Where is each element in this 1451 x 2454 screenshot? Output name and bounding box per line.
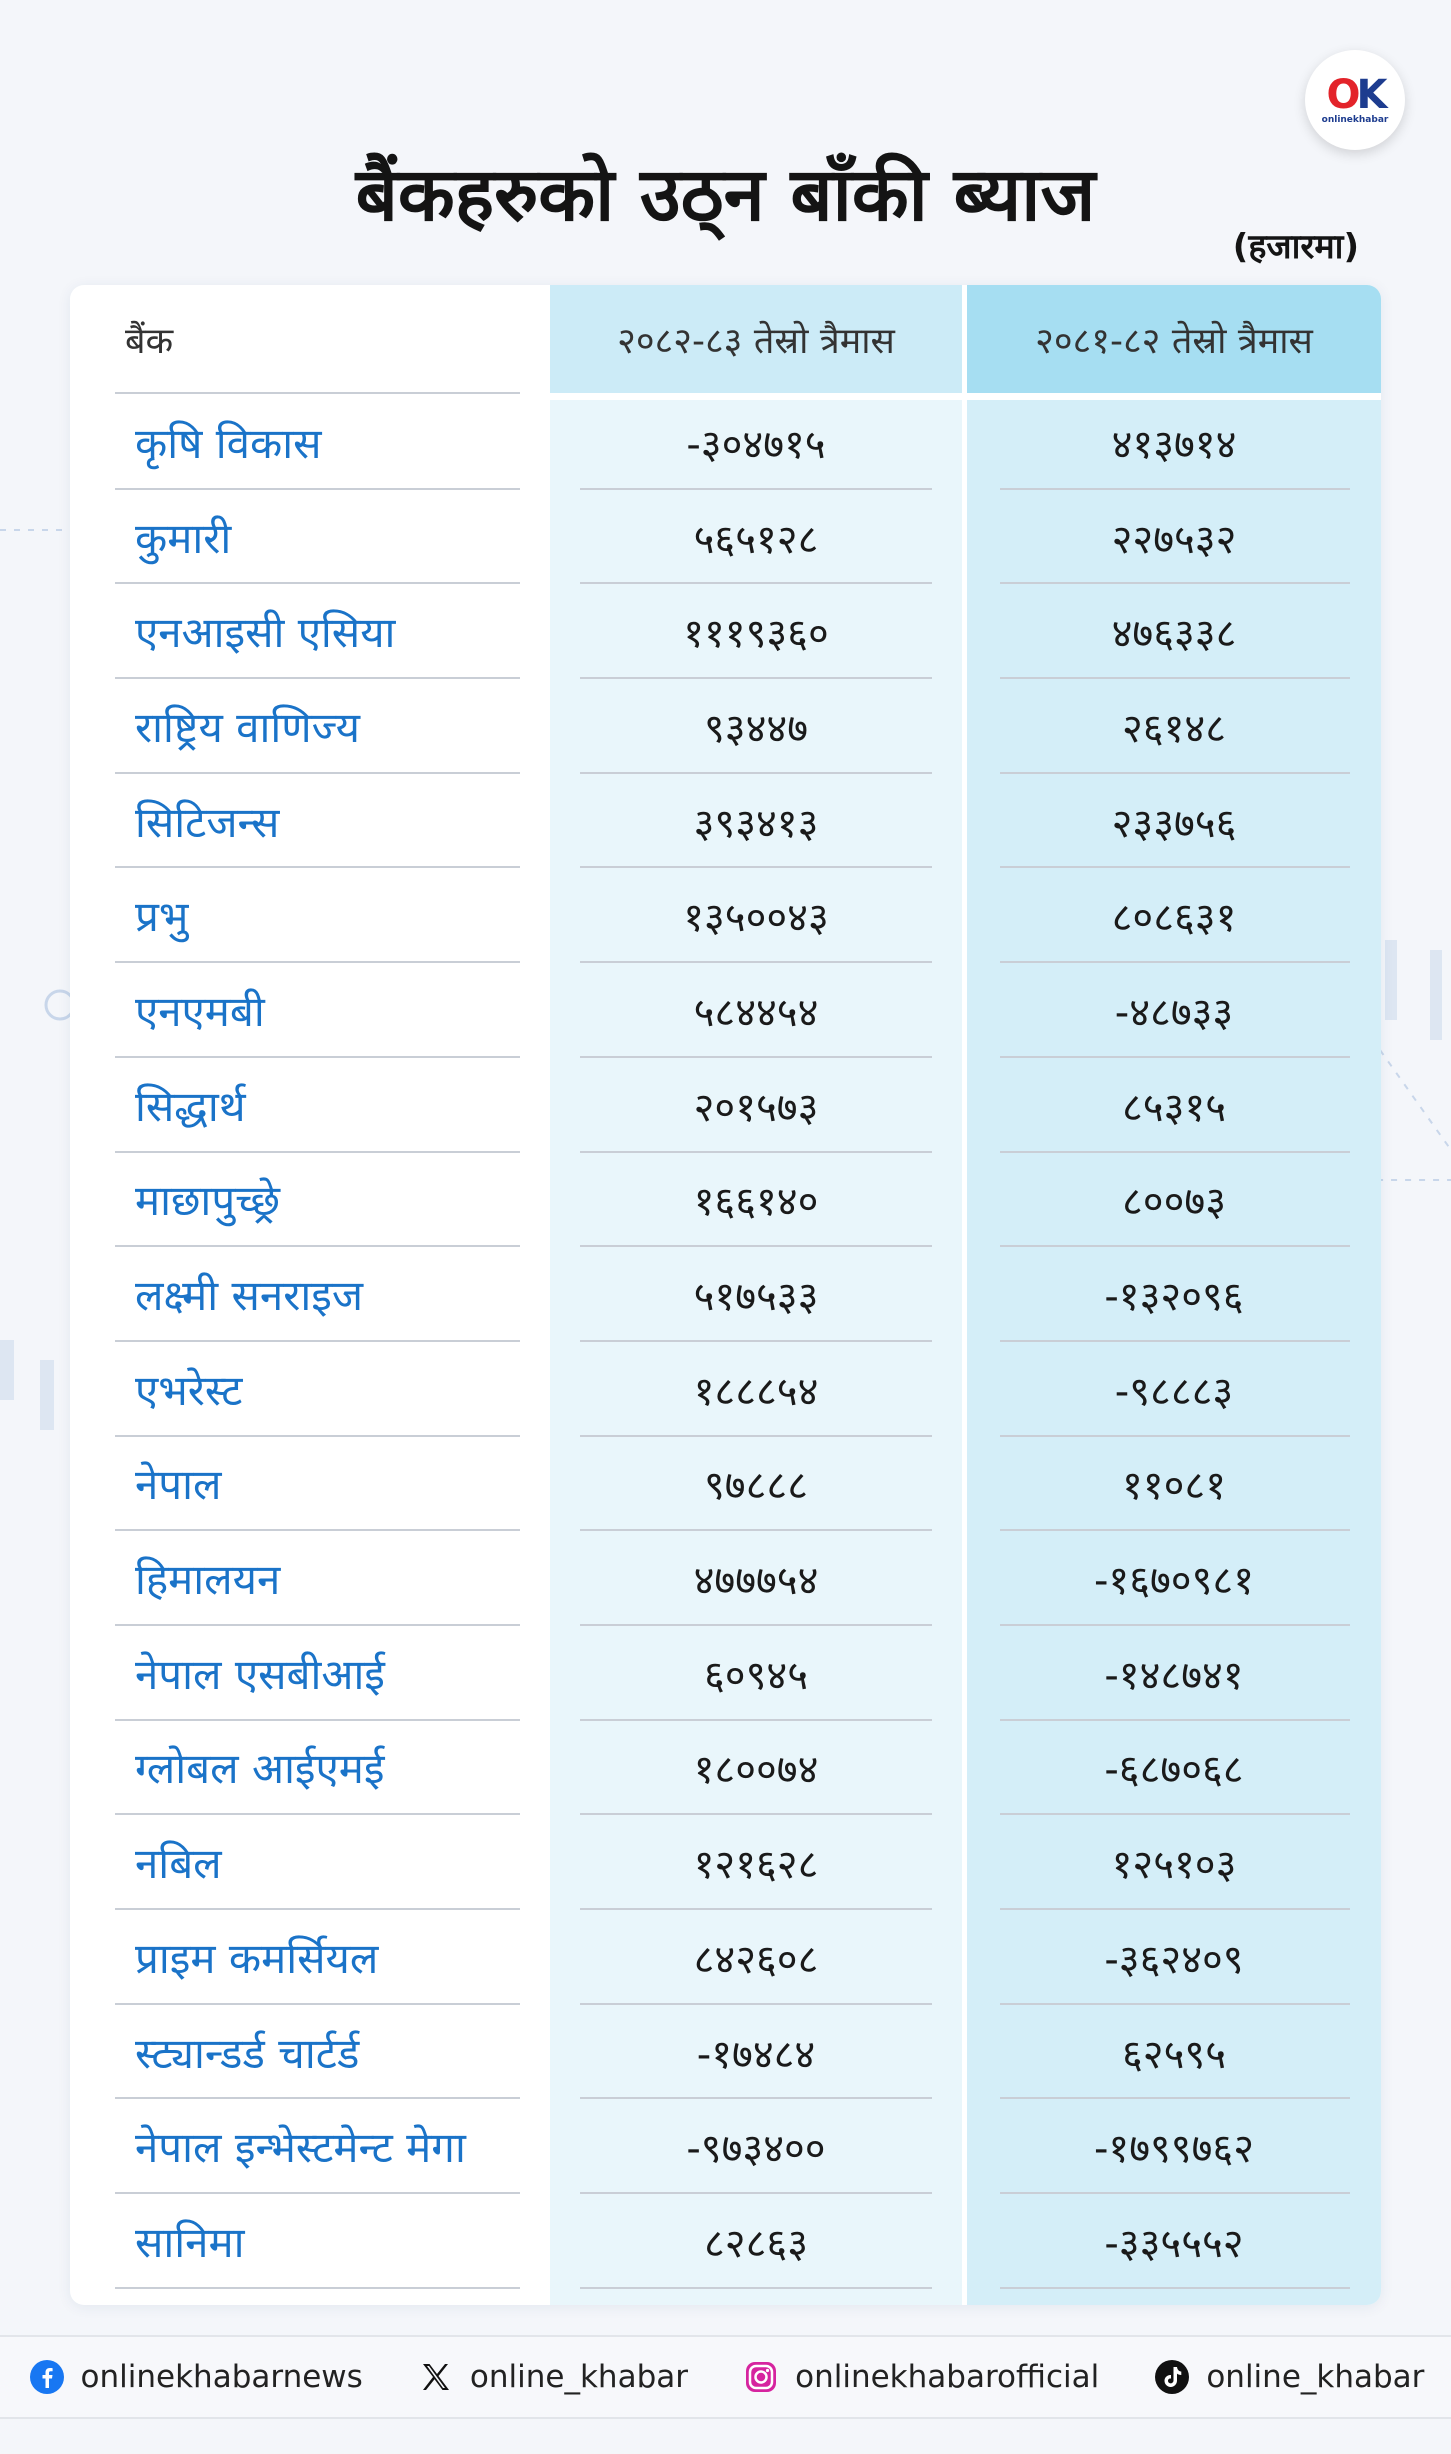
social-footer: [0, 2335, 1451, 2419]
value-current-quarter: १८८८५४: [693, 1368, 819, 1415]
table-row: [70, 1058, 1381, 1153]
header-previous-quarter: २०८१-८२ तेस्रो त्रैमास: [967, 285, 1381, 393]
bank-name: कृषि विकास: [135, 418, 322, 468]
onlinekhabar-logo[interactable]: [1305, 50, 1405, 150]
logo-letter-o: O: [1326, 71, 1357, 118]
value-current-quarter: ९७८८८: [704, 1463, 808, 1510]
value-previous-quarter: ८०८६३१: [1111, 895, 1237, 942]
bank-name: सिद्धार्थ: [135, 1081, 246, 1131]
table-row: [70, 963, 1381, 1058]
value-previous-quarter: २६१४८: [1122, 705, 1226, 752]
value-previous-quarter: -४८७३३: [1114, 989, 1234, 1036]
bank-name: माछापुच्छ्रे: [135, 1176, 281, 1226]
instagram-icon: [741, 2357, 781, 2397]
table-row: [70, 1721, 1381, 1816]
bank-name: नेपाल: [135, 1460, 222, 1510]
value-previous-quarter: २२७५३२: [1111, 516, 1237, 563]
bank-name: प्राइम कमर्सियल: [135, 1933, 379, 1983]
social-link-instagram[interactable]: [741, 2357, 1099, 2397]
bank-name: सानिमा: [135, 2217, 245, 2267]
value-previous-quarter: ४१३७१४: [1111, 421, 1237, 468]
value-current-quarter: ५८४४५४: [693, 989, 819, 1036]
table-row: [70, 679, 1381, 774]
social-link-facebook[interactable]: [27, 2357, 363, 2397]
table-row: [70, 1531, 1381, 1626]
bank-name: सिटिजन्स: [135, 797, 280, 847]
value-current-quarter: ८४२६०८: [693, 1936, 819, 1983]
table-row: [70, 774, 1381, 869]
value-previous-quarter: ४७६३३८: [1111, 611, 1237, 658]
value-previous-quarter: -३६२४०९: [1104, 1936, 1244, 1983]
bank-name: हिमालयन: [135, 1555, 281, 1605]
value-current-quarter: -३०४७१५: [686, 421, 826, 468]
value-previous-quarter: २३३७५६: [1111, 800, 1237, 847]
table-row: [70, 1910, 1381, 2005]
social-handle: online_khabar: [469, 2359, 688, 2395]
value-current-quarter: -९७३४००: [686, 2126, 826, 2173]
bank-name: प्रभु: [135, 892, 189, 942]
table-body: [70, 395, 1381, 2289]
header-bank: बैंक: [125, 320, 174, 362]
table-row: [70, 868, 1381, 963]
social-link-x[interactable]: [416, 2357, 688, 2397]
table-row: [70, 1342, 1381, 1437]
value-current-quarter: १८००७४: [693, 1747, 819, 1794]
bank-name: स्ट्यान्डर्ड चार्टर्ड: [135, 2028, 360, 2078]
social-handle: online_khabar: [1206, 2359, 1425, 2395]
table-row: [70, 1815, 1381, 1910]
table-row: [70, 395, 1381, 490]
value-current-quarter: २०१५७३: [693, 1084, 819, 1131]
value-current-quarter: ४७७७५४: [693, 1558, 819, 1605]
unit-label: (हजारमा): [1232, 227, 1359, 267]
bank-name: ग्लोबल आईएमई: [135, 1744, 385, 1794]
value-previous-quarter: -३३५५५२: [1104, 2220, 1244, 2267]
value-current-quarter: १६६१४०: [693, 1179, 819, 1226]
page-title: बैंकहरुको उठ्न बाँकी ब्याज: [355, 152, 1096, 238]
social-handle: onlinekhabarofficial: [795, 2359, 1100, 2395]
table-row: [70, 2099, 1381, 2194]
bank-name: एनएमबी: [135, 986, 265, 1036]
table-row: [70, 1626, 1381, 1721]
header-current-quarter: २०८२-८३ तेस्रो त्रैमास: [550, 285, 962, 393]
value-previous-quarter: ६२५९५: [1122, 2031, 1226, 2078]
bank-name: नेपाल एसबीआई: [135, 1649, 385, 1699]
table-row: [70, 1153, 1381, 1248]
value-current-quarter: ५६५१२८: [693, 516, 819, 563]
table-row: [70, 1247, 1381, 1342]
value-current-quarter: १११९३६०: [683, 611, 829, 658]
value-current-quarter: ३९३४१३: [693, 800, 819, 847]
value-current-quarter: ९३४४७: [704, 705, 808, 752]
tiktok-icon: [1152, 2357, 1192, 2397]
value-current-quarter: ६०९४५: [704, 1652, 808, 1699]
value-previous-quarter: -९८८८३: [1114, 1368, 1234, 1415]
logo-wordmark: onlinekhabar: [1321, 114, 1389, 125]
bank-name: एनआइसी एसिया: [135, 608, 396, 658]
logo-letter-k: K: [1356, 71, 1384, 118]
bank-name: कुमारी: [135, 513, 232, 563]
value-previous-quarter: १२५१०३: [1111, 1842, 1237, 1889]
value-previous-quarter: ८५३१५: [1122, 1084, 1226, 1131]
value-previous-quarter: ८००७३: [1122, 1179, 1226, 1226]
value-previous-quarter: -१४८७४१: [1104, 1652, 1244, 1699]
x-icon: [416, 2357, 456, 2397]
bank-name: नेपाल इन्भेस्टमेन्ट मेगा: [135, 2123, 466, 2173]
table-row: [70, 2005, 1381, 2100]
value-current-quarter: ८२८६३: [704, 2220, 808, 2267]
facebook-icon: [27, 2357, 67, 2397]
social-handle: onlinekhabarnews: [80, 2359, 363, 2395]
value-current-quarter: -१७४८४: [696, 2031, 816, 2078]
table-row: [70, 2194, 1381, 2289]
value-current-quarter: १३५००४३: [683, 895, 829, 942]
row-divider: [1000, 2287, 1350, 2289]
bank-name: राष्ट्रिय वाणिज्य: [135, 702, 361, 752]
value-previous-quarter: ११०८१: [1122, 1463, 1226, 1510]
header-divider: [115, 392, 520, 394]
row-divider: [580, 2287, 932, 2289]
table-row: [70, 584, 1381, 679]
value-current-quarter: ५१७५३३: [693, 1274, 819, 1321]
bank-name: नबिल: [135, 1839, 222, 1889]
interest-table: [70, 285, 1381, 2305]
logo-mark: [1326, 71, 1384, 118]
social-link-tiktok[interactable]: [1152, 2357, 1424, 2397]
table-row: [70, 1437, 1381, 1532]
row-divider: [115, 2287, 520, 2289]
value-previous-quarter: -६८७०६८: [1104, 1747, 1244, 1794]
bank-name: लक्ष्मी सनराइज: [135, 1271, 364, 1321]
value-previous-quarter: -१७९९७६२: [1093, 2126, 1255, 2173]
value-previous-quarter: -१६७०९८१: [1093, 1558, 1255, 1605]
value-previous-quarter: -१३२०९६: [1104, 1274, 1244, 1321]
value-current-quarter: १२१६२८: [693, 1842, 819, 1889]
table-row: [70, 490, 1381, 585]
bank-name: एभरेस्ट: [135, 1365, 243, 1415]
